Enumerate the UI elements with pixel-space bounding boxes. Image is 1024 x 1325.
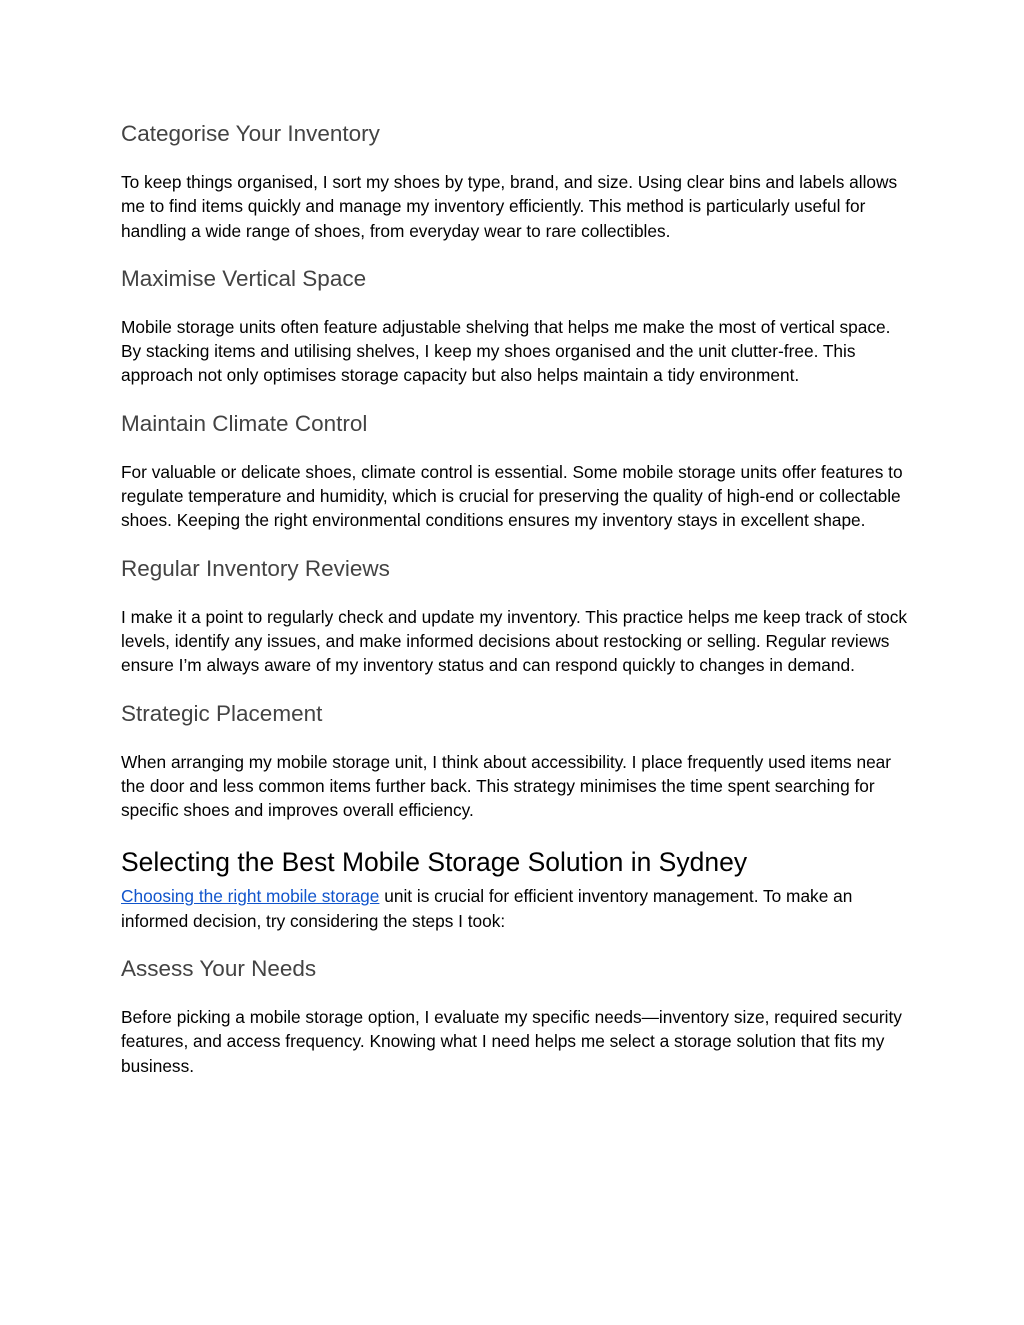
- section-heading-assess-needs: Assess Your Needs: [121, 956, 317, 982]
- section-body-strategic-placement: When arranging my mobile storage unit, I think about accessibility. I place frequently used items near the door and less common items further back. This strategy minimises the time spent searching for specific shoes and improves overall efficiency.: [121, 751, 892, 821]
- section-body-vertical-space: Mobile storage units often feature adjustable shelving that helps me make the most of vertical space. By stacking items and utilising shelves, I keep my shoes organised and the unit clutter-free. This approach not only optimises storage capacity but also helps maintain a tidy environment.: [121, 316, 891, 386]
- main-heading: Selecting the Best Mobile Storage Solution in Sydney: [121, 847, 748, 878]
- intro-text: unit is crucial for efficient inventory management. To make an informed decision, try considering the steps I took:: [121, 886, 853, 931]
- section-body-climate-control: For valuable or delicate shoes, climate control is essential. Some mobile storage units offer features to regulate temperature and humidity, which is crucial for preserving the quality of high-end or collectable shoes. Keeping the right environmental conditions ensures my inventory stays in excellent shape.: [121, 461, 903, 531]
- section-body-assess-needs: Before picking a mobile storage option, I evaluate my specific needs—inventory size, required security features, and access frequency. Knowing what I need helps me select a storage solution that fits my business.: [121, 1007, 902, 1076]
- section-heading-climate-control: Maintain Climate Control: [121, 410, 368, 436]
- mobile-storage-link[interactable]: Choosing the right mobile storage: [121, 886, 380, 907]
- section-heading-inventory-reviews: Regular Inventory Reviews: [121, 555, 390, 581]
- section-body-categorise: To keep things organised, I sort my shoes by type, brand, and size. Using clear bins and labels allows me to find items quickly and manage my inventory efficiently. This method is particularly useful for handling a wide range of shoes, from everyday wear to rare collectibles.: [121, 172, 898, 241]
- section-body-inventory-reviews: I make it a point to regularly check and update my inventory. This practice helps me keep track of stock levels, identify any issues, and make informed decisions about restocking or selling. Regular reviews ensure I’m always aware of my inventory status and can respond quickly to changes in demand.: [121, 606, 908, 676]
- section-heading-strategic-placement: Strategic Placement: [121, 700, 323, 726]
- intro-paragraph: [121, 884, 911, 933]
- section-heading-categorise: Categorise Your Inventory: [121, 121, 380, 146]
- section-heading-vertical-space: Maximise Vertical Space: [121, 265, 367, 291]
- document-page: [121, 118, 911, 1078]
